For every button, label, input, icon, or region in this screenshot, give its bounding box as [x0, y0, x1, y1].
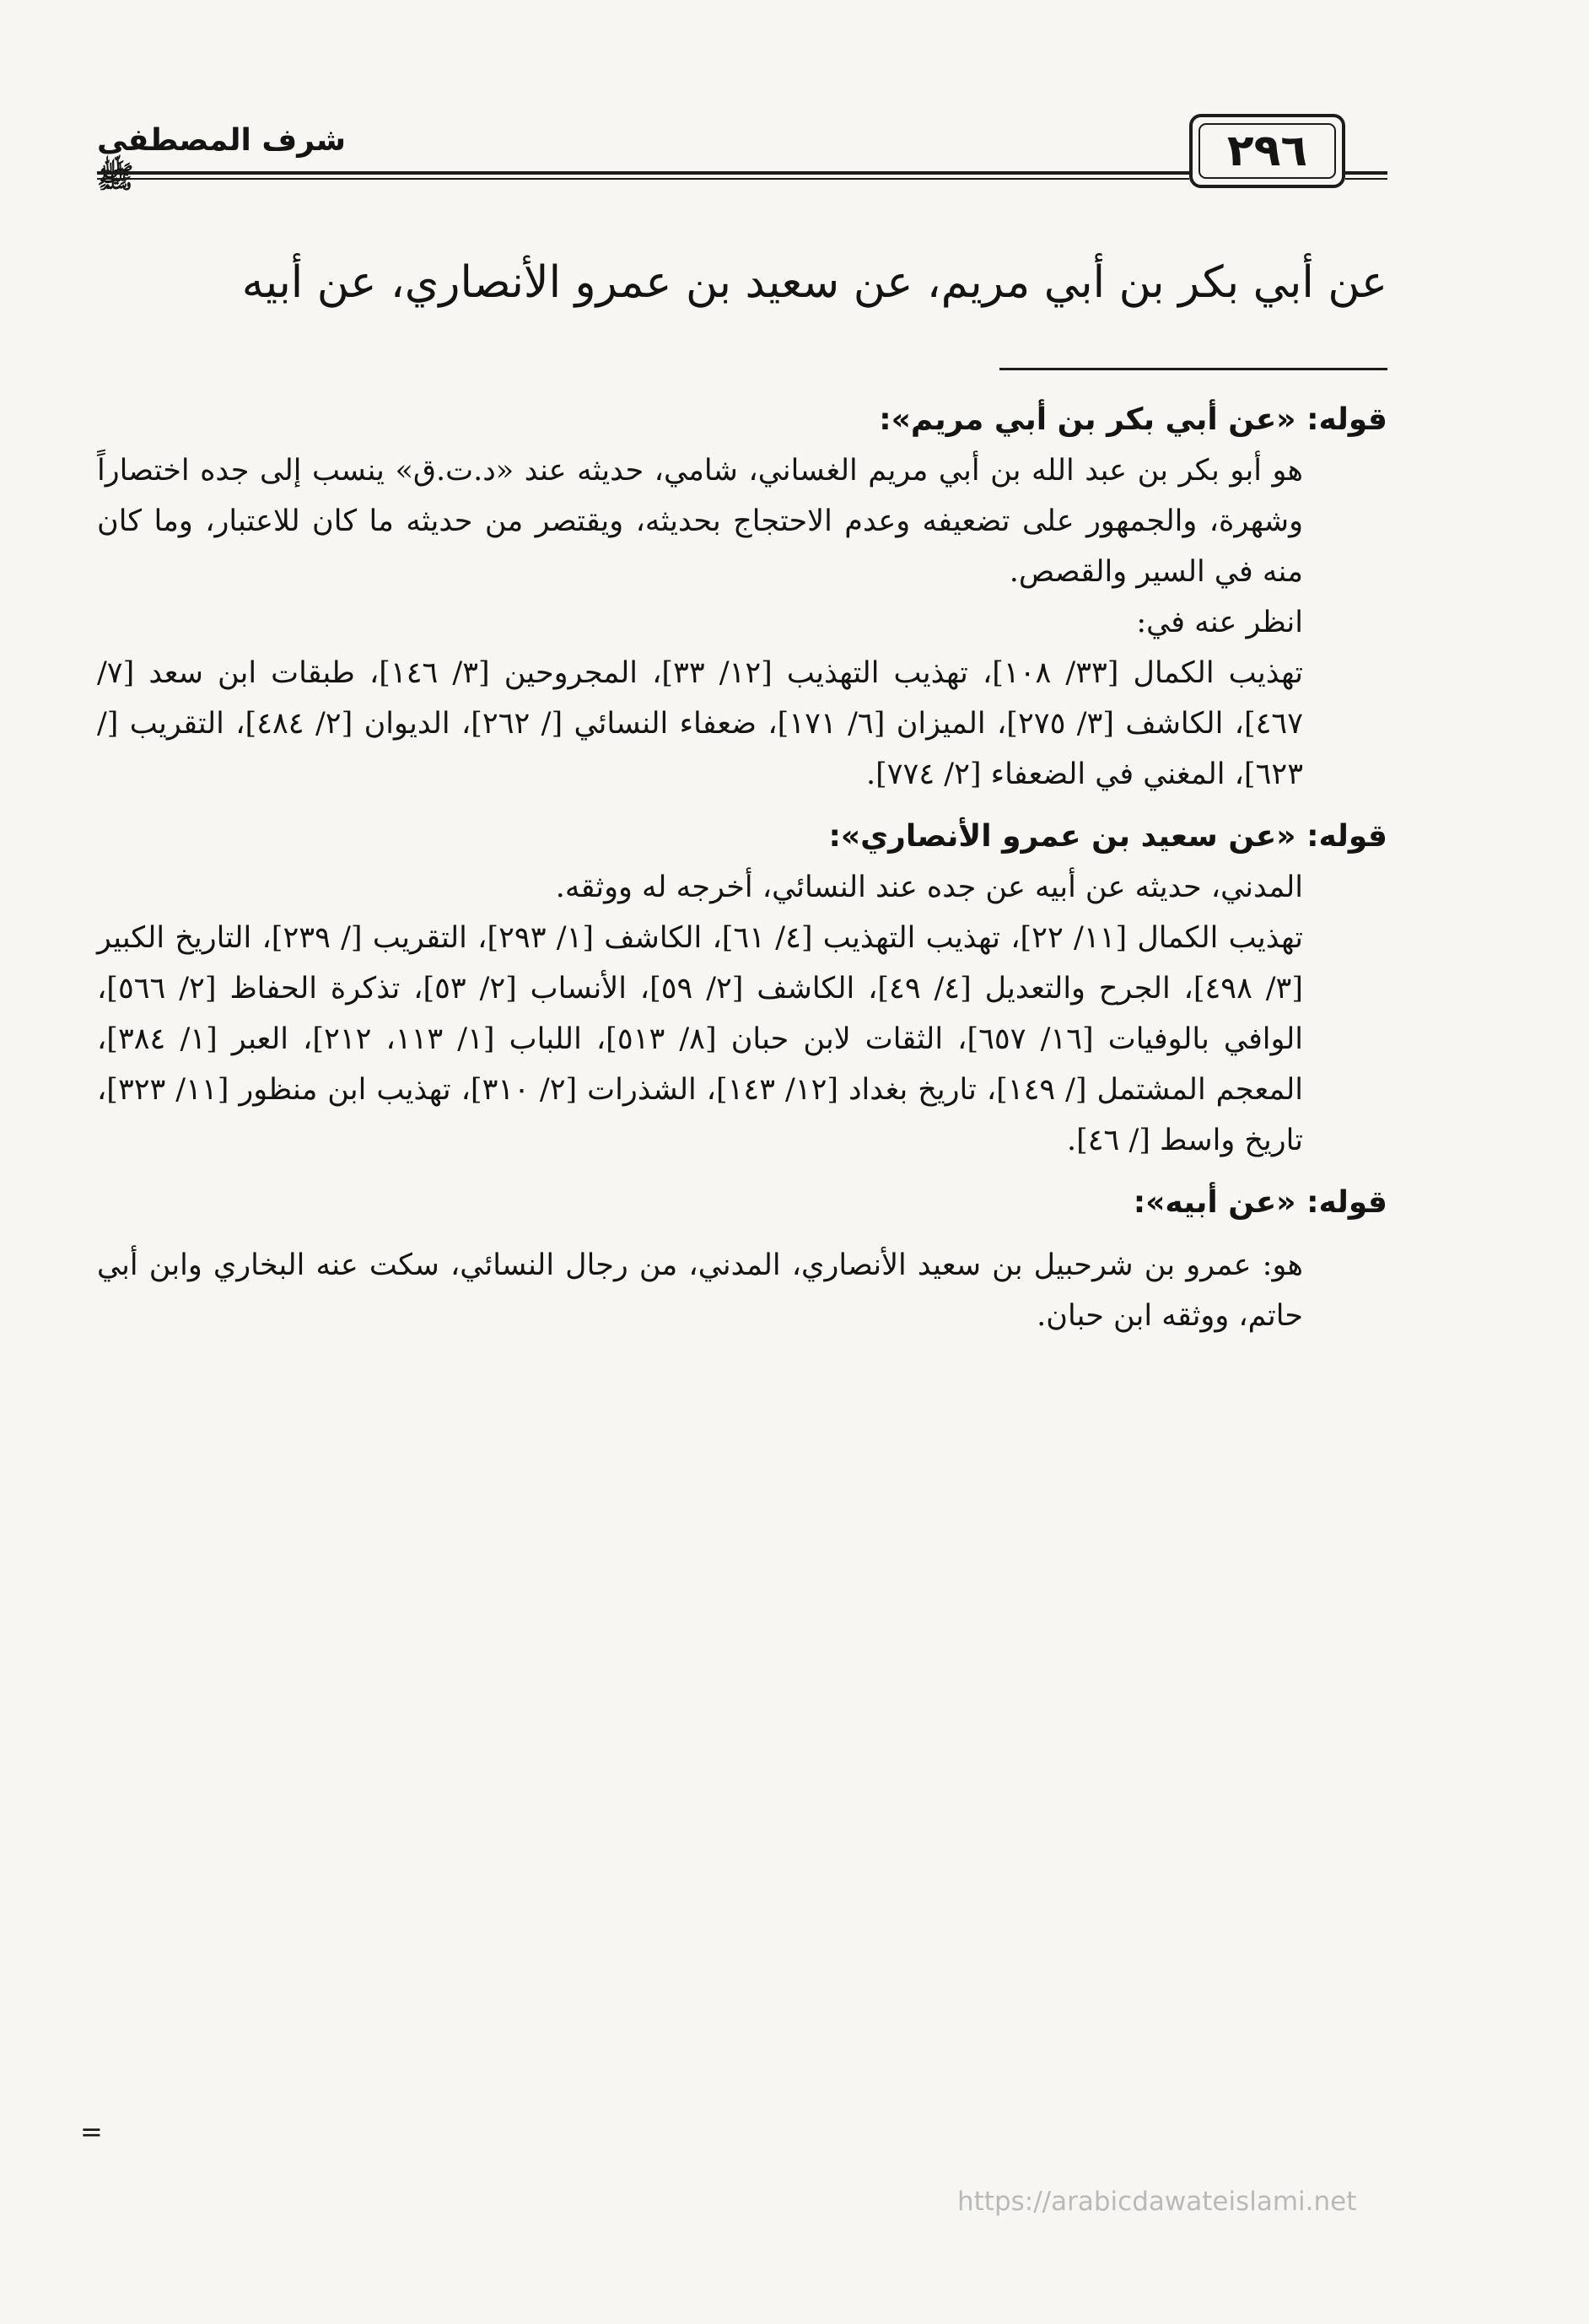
note-paragraph: هو أبو بكر بن عبد الله بن أبي مريم الغساني، شامي، حديثه عند «د.ت.ق» ينسب إلى جده اختصاراً وشهرة، والجمهور على تضعيفه وعدم الاحتجاج بحديثه، ويقتصر من حديثه ما كان للاعتبار، وما كان منه في السير والقصص. — [97, 454, 1303, 589]
note-quote: «عن أبي بكر بن أبي مريم»: — [879, 402, 1296, 437]
page-number-frame — [1189, 114, 1345, 188]
footnote-separator — [999, 368, 1387, 370]
note-references: تهذيب الكمال [١١/ ٢٢]، تهذيب التهذيب [٤/ ٦١]، الكاشف [١/ ٢٩٣]، التقريب [/ ٢٣٩]، التاريخ الكبير [٣/ ٤٩٨]، الجرح والتعديل [٤/ ٤٩]، الكاشف [٢/ ٥٩]، الأنساب [٢/ ٥٣]، تذكرة الحفاظ [٢/ ٥٦٦]، الوافي بالوفيات [١٦/ ٦٥٧]، الثقات لابن حبان [٨/ ٥١٣]، اللباب [١/ ١١٣، ٢١٢]، العبر [١/ ٣٨٤]، المعجم المشتمل [/ ١٤٩]، تاريخ بغداد [١٢/ ١٤٣]، الشذرات [٢/ ٣١٠]، تهذيب ابن منظور [١١/ ٣٢٣]، تاريخ واسط [/ ٤٦]. — [97, 921, 1304, 1157]
header-rule-right-thin — [1345, 178, 1387, 180]
note-heading — [97, 1178, 1387, 1228]
note-label: قوله: — [1306, 819, 1387, 854]
page-number: ٢٩٦ — [1226, 126, 1308, 176]
note-paragraph: انظر عنه في: — [1136, 606, 1303, 639]
header-rule-thin — [97, 178, 1189, 180]
note-paragraph: المدني، حديثه عن أبيه عن جده عند النسائي، أخرجه له ووثقه. — [555, 871, 1303, 904]
note-heading — [97, 812, 1387, 862]
running-title: شرف المصطفى ﷺ — [97, 123, 347, 195]
continuation-mark: = — [80, 2116, 103, 2148]
note-quote: «عن أبيه»: — [1133, 1185, 1296, 1220]
header-rule-right-thick — [1345, 171, 1387, 175]
note-paragraph: هو: عمرو بن شرحبيل بن سعيد الأنصاري، المدني، من رجال النسائي، سكت عنه البخاري وابن أبي حاتم، ووثقه ابن حبان. — [97, 1248, 1303, 1333]
running-header — [97, 114, 1387, 195]
note-label: قوله: — [1306, 1185, 1387, 1220]
note-references: تهذيب الكمال [٣٣/ ١٠٨]، تهذيب التهذيب [١٢/ ٣٣]، المجروحين [٣/ ١٤٦]، طبقات ابن سعد [٧/ ٤٦٧]، الكاشف [٣/ ٢٧٥]، الميزان [٦/ ١٧١]، ضعفاء النسائي [/ ٢٦٢]، الديوان [٢/ ٤٨٤]، التقريب [/ ٦٢٣]، المغني في الضعفاء [٢/ ٧٧٤]. — [97, 656, 1304, 791]
footnotes — [97, 395, 1387, 1341]
header-rule-thick — [97, 171, 1189, 175]
main-text: عن أبي بكر بن أبي مريم، عن سعيد بن عمرو الأنصاري، عن أبيه — [241, 257, 1387, 308]
note-quote: «عن سعيد بن عمرو الأنصاري»: — [828, 819, 1296, 854]
watermark: https://arabicdawateislami.net — [957, 2187, 1357, 2217]
note-label: قوله: — [1306, 402, 1387, 437]
note-heading — [97, 395, 1387, 445]
